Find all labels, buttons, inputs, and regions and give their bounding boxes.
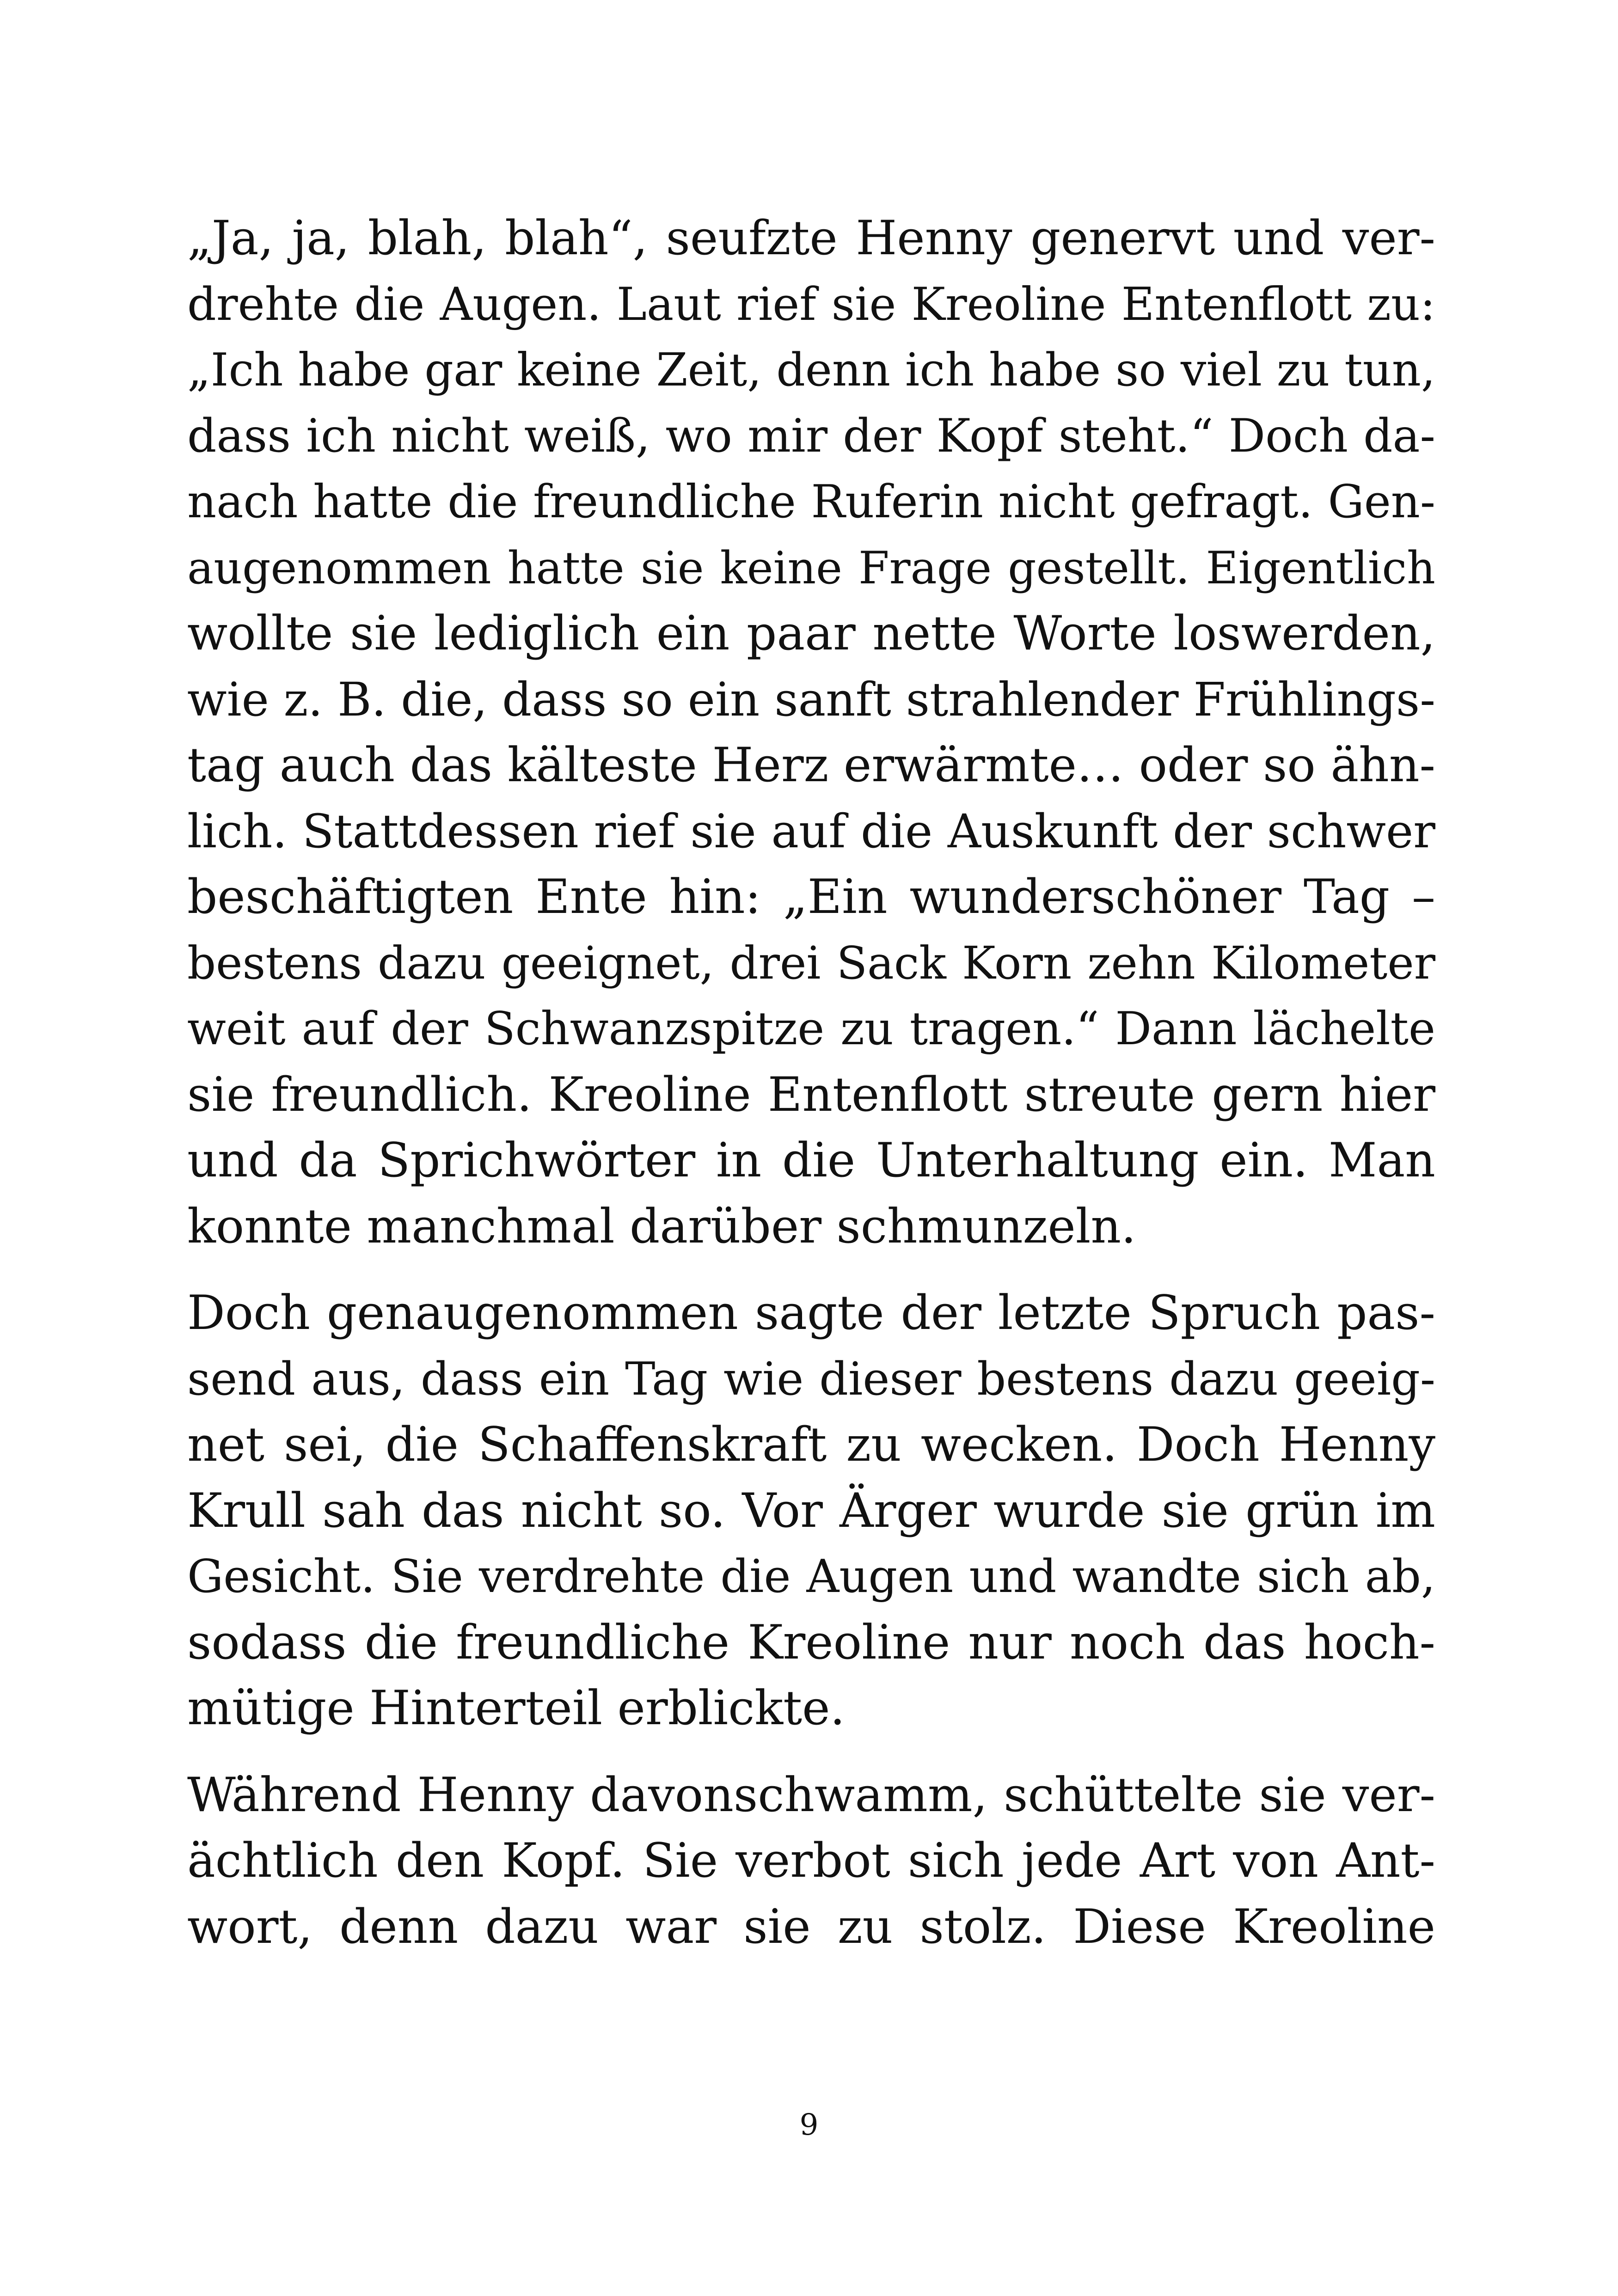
page-number: 9 [799, 2108, 819, 2142]
text-line: net sei, die Schaffenskraft zu wecken. Doch Henny [187, 1417, 1435, 1472]
paragraph-spacer [187, 1260, 1435, 1280]
text-line: sie freundlich. Kreoline Entenflott streute gern hier [187, 1067, 1435, 1122]
text-line: bestens dazu geeignet, drei Sack Korn zehn Kilometer [187, 937, 1435, 989]
text-line: „Ich habe gar keine Zeit, denn ich habe so viel zu tun, [187, 344, 1435, 397]
text-line: Doch genaugenommen sagte der letzte Spruch pas- [187, 1286, 1435, 1341]
paragraph-3 [187, 1763, 1435, 1960]
text-line: wollte sie lediglich ein paar nette Worte loswerden, [187, 606, 1435, 661]
text-line: ächtlich den Kopf. Sie verbot sich jede Art von Ant- [187, 1833, 1435, 1888]
text-line: wort, denn dazu war sie zu stolz. Diese Kreoline [187, 1899, 1435, 1954]
text-line: nach hatte die freundliche Ruferin nicht gefragt. Gen- [187, 476, 1435, 528]
text-line: send aus, dass ein Tag wie dieser bestens dazu geeig- [187, 1353, 1435, 1406]
text-line: Krull sah das nicht so. Vor Ärger wurde sie grün im [187, 1483, 1435, 1538]
text-line: drehte die Augen. Laut rief sie Kreoline Entenflott zu: [187, 278, 1435, 331]
text-line: sodass die freundliche Kreoline nur noch das hoch- [187, 1615, 1435, 1670]
paragraph-spacer [187, 1742, 1435, 1763]
text-line: mütige Hinterteil erblickte. [187, 1681, 845, 1736]
text-line: konnte manchmal darüber schmunzeln. [187, 1199, 1136, 1254]
text-line: augenommen hatte sie keine Frage gestellt. Eigentlich [187, 542, 1435, 594]
text-line: und da Sprichwörter in die Unterhaltung ein. Man [187, 1133, 1435, 1188]
text-line: lich. Stattdessen rief sie auf die Auskunft der schwer [187, 804, 1435, 858]
paragraph-2 [187, 1280, 1435, 1742]
text-line: weit auf der Schwanzspitze zu tragen.“ Dann lächelte [187, 1003, 1435, 1055]
text-line: dass ich nicht weiß, wo mir der Kopf steht.“ Doch da- [187, 409, 1435, 463]
body-text [187, 206, 1435, 1960]
text-line: beschäftigten Ente hin: „Ein wunderschöner Tag – [187, 869, 1435, 925]
text-line: tag auch das kälteste Herz erwärmte… oder so ähn- [187, 738, 1435, 793]
paragraph-1 [187, 206, 1435, 1260]
text-line: Gesicht. Sie verdrehte die Augen und wandte sich ab, [187, 1550, 1435, 1603]
text-line: wie z. B. die, dass so ein sanft strahlender Frühlings- [187, 672, 1435, 727]
text-line: Während Henny davonschwamm, schüttelte sie ver- [187, 1767, 1435, 1823]
text-line: „Ja, ja, blah, blah“, seufzte Henny genervt und ver- [187, 211, 1435, 266]
